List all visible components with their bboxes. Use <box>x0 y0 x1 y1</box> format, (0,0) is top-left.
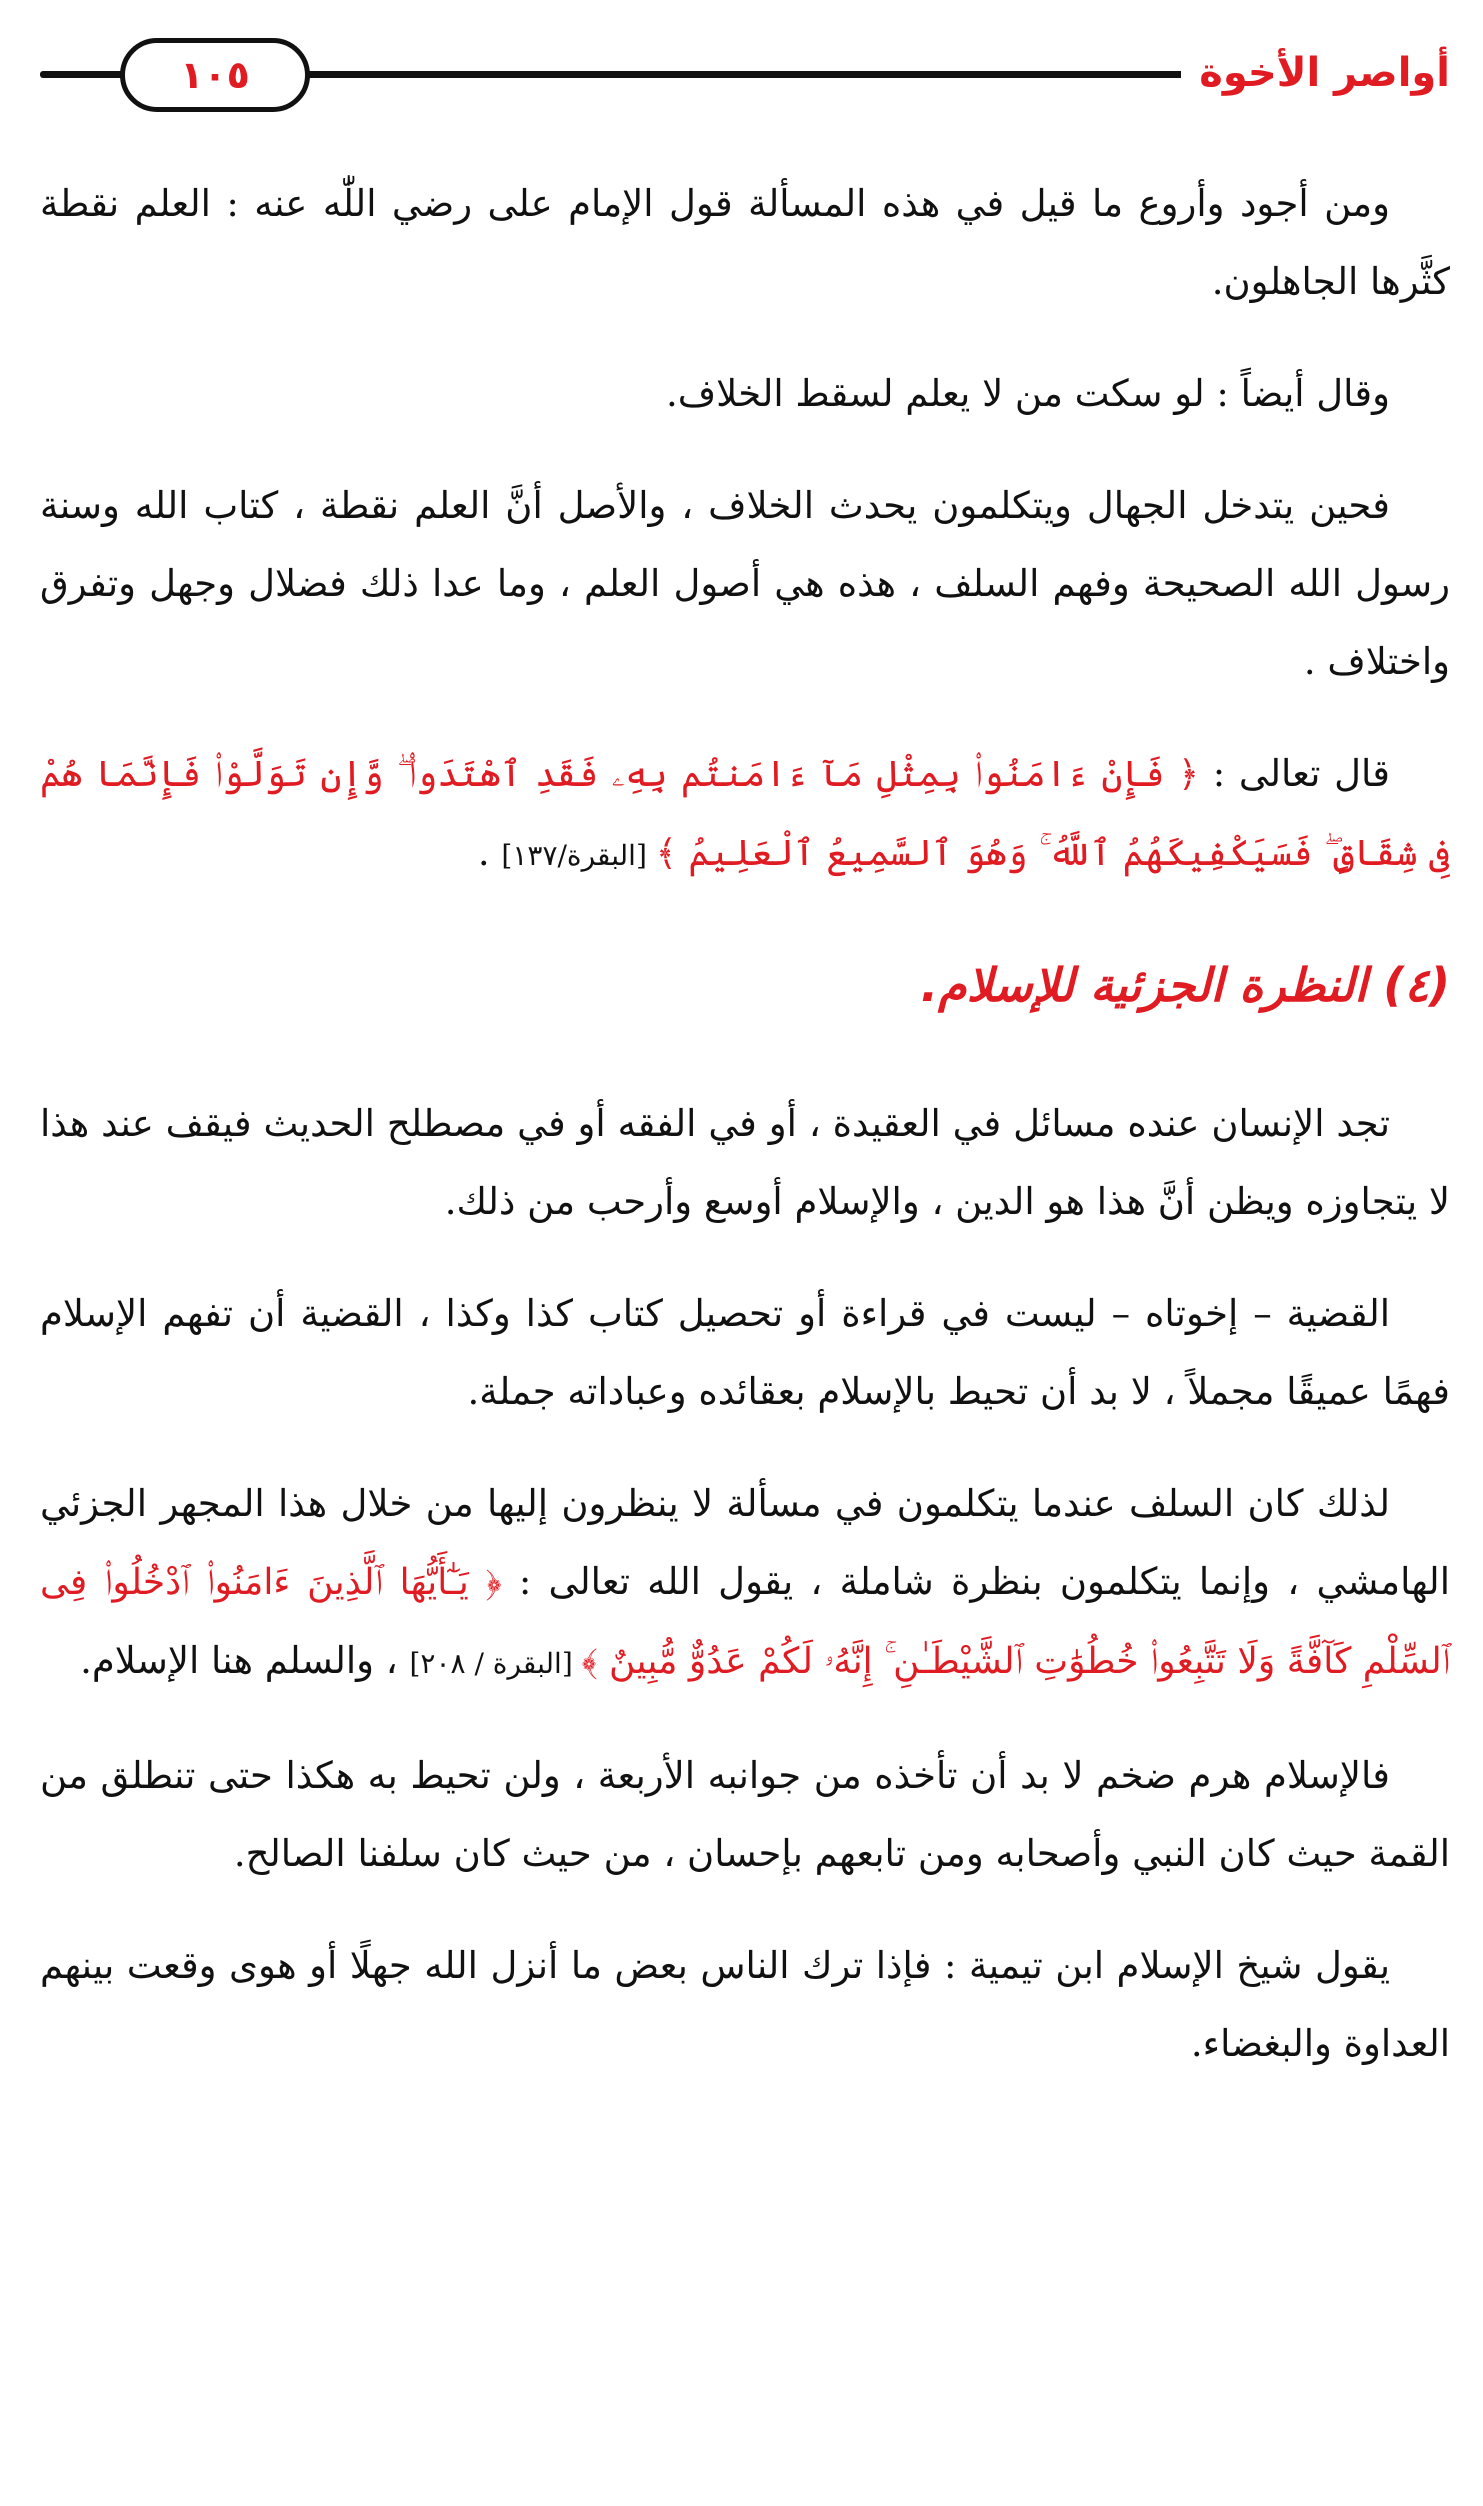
paragraph: القضية – إخوتاه – ليست في قراءة أو تحصيل كتاب كذا وكذا ، القضية أن تفهم الإسلام فهمًا عميقًا مجملاً ، لا بد أن تحيط بالإسلام بعقائده وعباداته جملة. <box>40 1292 1450 1413</box>
page-number: ١٠٥ <box>120 38 310 112</box>
paragraph: فالإسلام هرم ضخم لا بد أن تأخذه من جوانبه الأربعة ، ولن تحيط به هكذا حتى تنطلق من القمة حيث كان النبي وأصحابه ومن تابعهم بإحسان ، من حيث كان سلفنا الصالح. <box>40 1754 1450 1875</box>
paragraph-tail: ، والسلم هنا الإسلام. <box>80 1639 410 1682</box>
running-title: أواصر الأخوة <box>1181 38 1450 108</box>
paragraph: وقال أيضاً : لو سكت من لا يعلم لسقط الخلاف. <box>666 372 1390 415</box>
quran-verse: ﴿ يَـٰٓأَيُّهَا ٱلَّذِينَ ءَامَنُوا۟ ٱدْخُلُوا۟ فِى ٱلسِّلْمِ كَآفَّةً وَلَا تَتَّبِعُوا۟ خُطُوَٰتِ ٱلشَّيْطَـٰنِ ۚ إِنَّهُۥ لَكُمْ عَدُوٌّ مُّبِينٌ ﴾ <box>40 1562 1450 1682</box>
paragraph: فحين يتدخل الجهال ويتكلمون يحدث الخلاف ، والأصل أنَّ العلم نقطة ، كتاب الله وسنة رسول الله الصحيحة وفهم السلف ، هذه هي أصول العلم ، وما عدا ذلك فضلال وجهل وتفرق واختلاف . <box>40 484 1450 683</box>
paragraph-lead: لذلك كان السلف عندما يتكلمون في مسألة لا ينظرون إليها من خلال هذا المجهر الجزئي الهامشي ، وإنما يتكلمون بنظرة شاملة ، يقول الله تعالى : <box>40 1482 1450 1603</box>
page-header <box>40 38 1450 108</box>
quran-verse: ﴿ فَإِنْ ءَامَنُوا۟ بِمِثْلِ مَآ ءَامَنتُم بِهِۦ فَقَدِ ٱهْتَدَوا۟ ۖ وَّإِن تَوَلَّوْا۟ فَإِنَّمَا هُمْ فِى شِقَاقٍ ۖ فَسَيَكْفِيكَهُمُ ٱللَّهُ ۚ وَهُوَ ٱلسَّمِيعُ ٱلْعَلِيمُ ﴾ <box>40 754 1450 874</box>
quran-paragraph <box>40 735 1450 895</box>
paragraph: ومن أجود وأروع ما قيل في هذه المسألة قول الإمام على رضي اللّٰه عنه : العلم نقطة كثَّرها الجاهلون. <box>40 182 1450 303</box>
quran-paragraph <box>40 1465 1450 1703</box>
paragraph-lead: قال تعالى : <box>1199 752 1390 795</box>
body-text <box>40 165 1450 2117</box>
paragraph: تجد الإنسان عنده مسائل في العقيدة ، أو في الفقه أو في مصطلح الحديث فيقف عند هذا لا يتجاوزه ويظن أنَّ هذا هو الدين ، والإسلام أوسع وأرحب من ذلك. <box>40 1102 1450 1223</box>
paragraph-tail: . <box>477 831 502 874</box>
section-heading: (٤) النظرة الجزئية للإسلام. <box>920 958 1450 1012</box>
verse-reference: [البقرة/١٣٧] <box>501 839 656 872</box>
verse-reference: [البقرة / ٢٠٨] <box>409 1647 582 1680</box>
paragraph: يقول شيخ الإسلام ابن تيمية : فإذا ترك الناس بعض ما أنزل الله جهلًا أو هوى وقعت بينهم العداوة والبغضاء. <box>40 1944 1450 2065</box>
